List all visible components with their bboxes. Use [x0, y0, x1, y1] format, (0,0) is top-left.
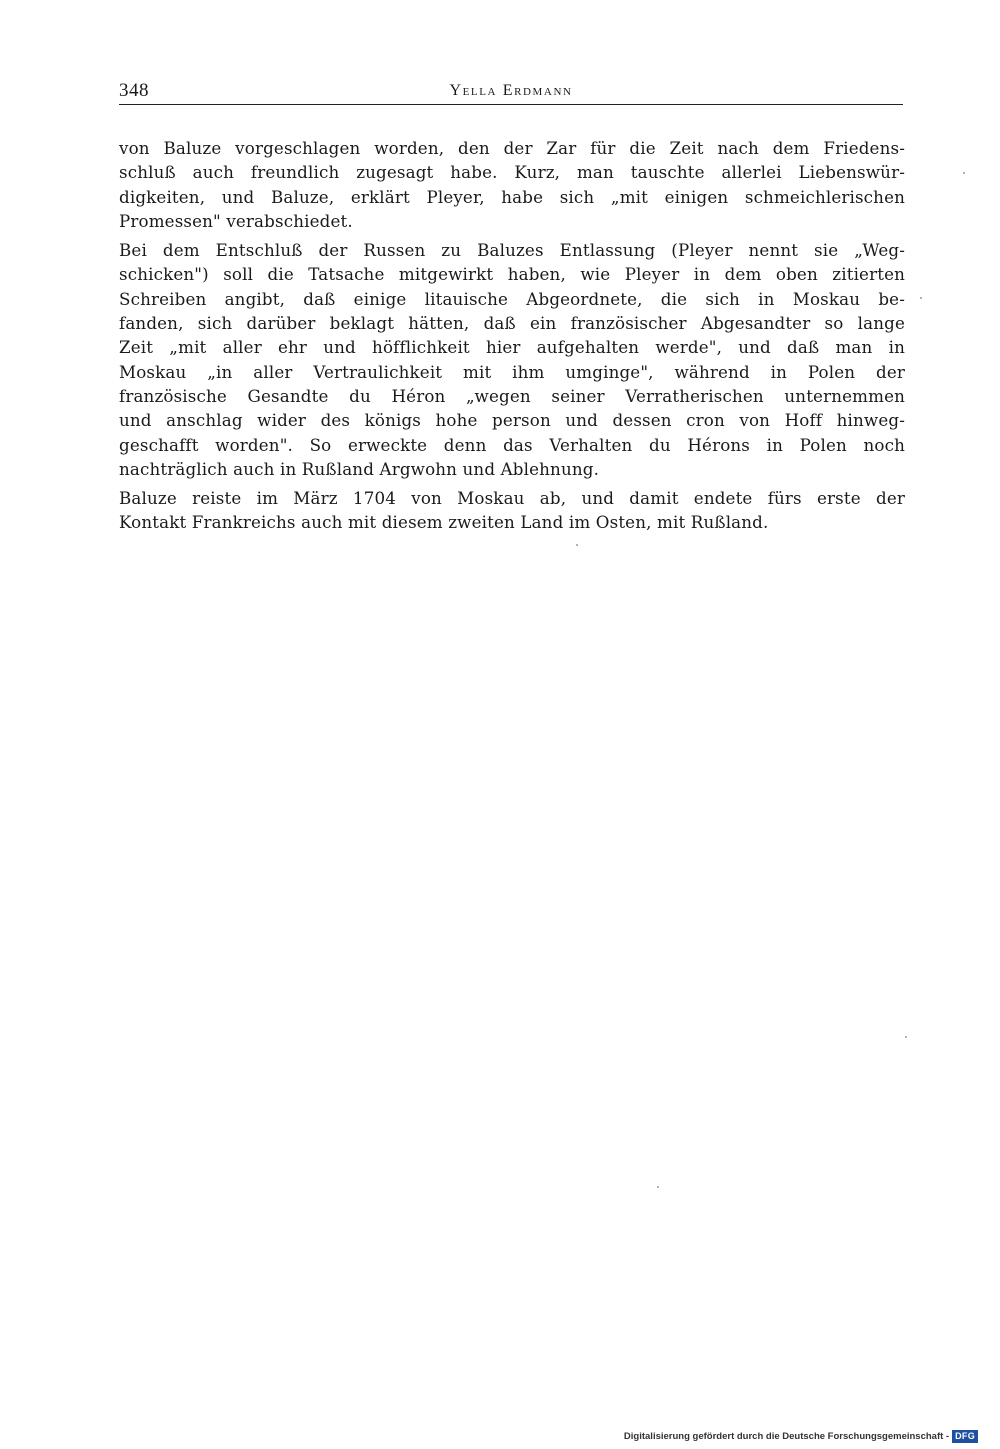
- body-text: [119, 136, 905, 540]
- paragraph-3: [119, 486, 905, 535]
- text-line: nachträglich auch in Rußland Argwohn und Ablehnung.: [119, 458, 600, 479]
- running-title: Yella Erdmann: [449, 82, 573, 99]
- text-line: Bei dem Entschluß der Russen zu Baluzes Entlassung (Pleyer nennt sie „Weg-: [119, 240, 905, 261]
- text-line: geschafft worden". So erweckte denn das Verhalten du Hérons in Polen noch: [119, 434, 905, 455]
- text-line: fanden, sich darüber beklagt hätten, daß ein französischer Abgesandter so lange: [119, 313, 905, 334]
- digitization-credit: [624, 1430, 978, 1443]
- text-line: Baluze reiste im März 1704 von Moskau ab, und damit endete fürs erste der: [119, 488, 905, 509]
- text-line: Moskau „in aller Vertraulichkeit mit ihm umginge", während in Polen der: [119, 361, 905, 382]
- credit-text: Digitalisierung gefördert durch die Deutsche Forschungsgemeinschaft -: [623, 1431, 950, 1442]
- text-line: Zeit „mit aller ehr und höfflichkeit hier aufgehalten werde", und daß man in: [119, 337, 905, 358]
- dfg-logo: DFG: [952, 1430, 978, 1443]
- page-number: 348: [119, 80, 149, 101]
- running-head: [119, 80, 903, 105]
- text-line: digkeiten, und Baluze, erklärt Pleyer, habe sich „mit einigen schmeichlerischen: [119, 186, 905, 207]
- text-line: schicken") soll die Tatsache mitgewirkt haben, wie Pleyer in dem oben zitierten: [119, 264, 905, 285]
- text-line: Schreiben angibt, daß einige litauische Abgeordnete, die sich in Moskau be-: [119, 288, 905, 309]
- scan-speck: [963, 172, 965, 174]
- text-line: von Baluze vorgeschlagen worden, den der Zar für die Zeit nach dem Friedens-: [119, 138, 905, 158]
- text-line: Promessen" verabschiedet.: [119, 210, 353, 231]
- text-line: Kontakt Frankreichs auch mit diesem zweiten Land im Osten, mit Rußland.: [119, 512, 769, 533]
- paragraph-2: [119, 238, 905, 481]
- text-line: und anschlag wider des königs hohe person und dessen cron von Hoff hinweg-: [119, 410, 905, 431]
- scan-speck: [905, 1036, 907, 1038]
- scan-speck: [920, 297, 922, 299]
- scan-speck: [576, 544, 578, 546]
- scan-speck: [657, 1186, 659, 1188]
- text-line: französische Gesandte du Héron „wegen seiner Verratherischen unternemmen: [119, 385, 905, 406]
- paragraph-1: [119, 136, 905, 233]
- text-line: schluß auch freundlich zugesagt habe. Kurz, man tauschte allerlei Liebenswür-: [119, 162, 905, 183]
